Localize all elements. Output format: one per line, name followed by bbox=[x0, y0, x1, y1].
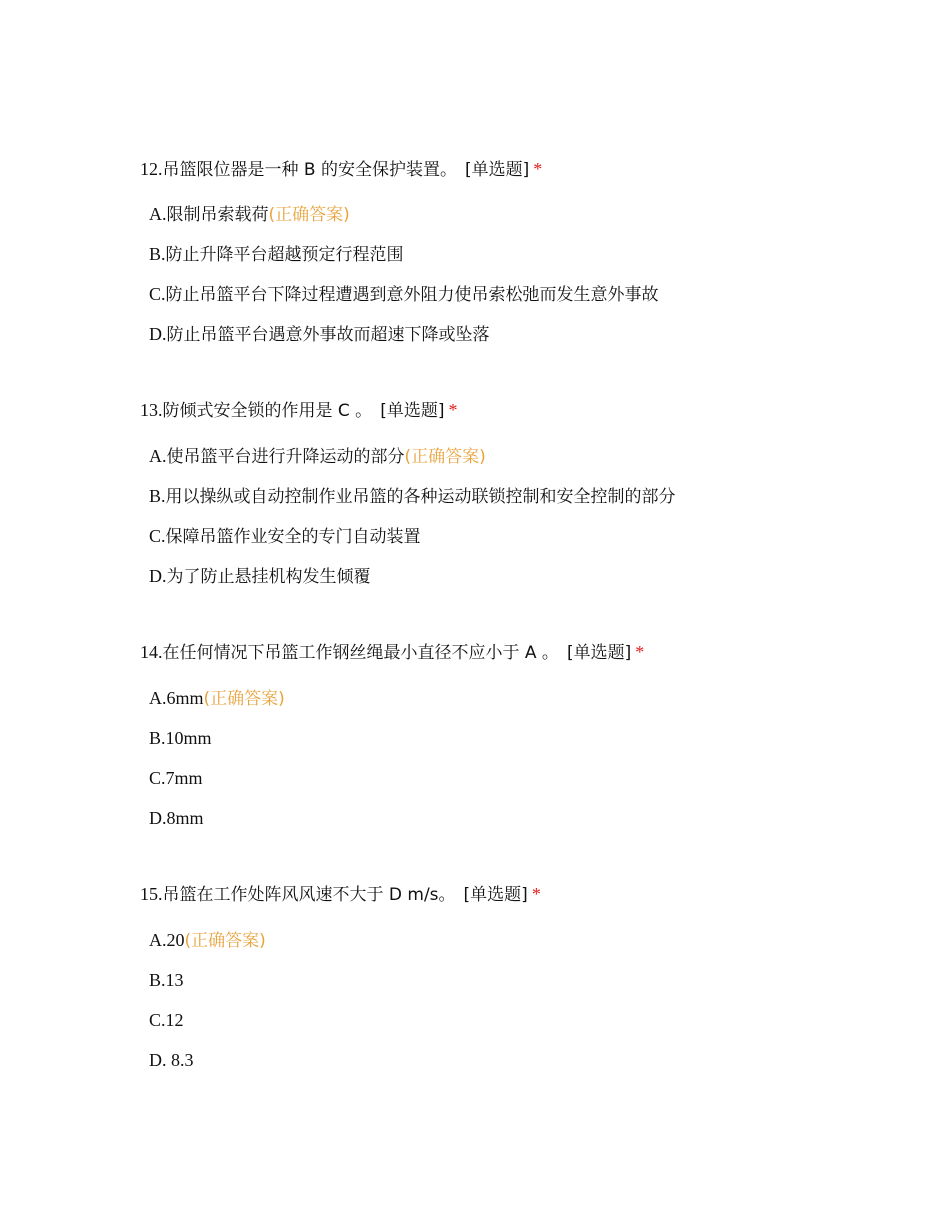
option-text: 7mm bbox=[165, 768, 203, 788]
option-d[interactable] bbox=[149, 565, 371, 588]
option-text: 限制吊索载荷 bbox=[166, 205, 269, 225]
option-label: C. bbox=[149, 526, 166, 546]
option-text: 为了防止悬挂机构发生倾覆 bbox=[166, 567, 371, 587]
correct-answer-tag: (正确答案) bbox=[404, 447, 486, 467]
question-number: 13. bbox=[140, 400, 163, 420]
option-text: 防止升降平台超越预定行程范围 bbox=[165, 245, 404, 265]
option-label: C. bbox=[149, 284, 166, 304]
option-text: 8mm bbox=[166, 808, 204, 828]
required-star: * bbox=[531, 884, 541, 904]
option-text: 防止吊篮平台遇意外事故而超速下降或坠落 bbox=[166, 325, 490, 345]
option-a[interactable] bbox=[149, 687, 285, 710]
option-label: C. bbox=[149, 768, 166, 788]
option-label: D. bbox=[149, 566, 167, 586]
question-type: [单选题] bbox=[566, 643, 632, 663]
correct-answer-tag: (正确答案) bbox=[203, 689, 285, 709]
option-label: D. bbox=[149, 324, 167, 344]
option-text: 8.3 bbox=[166, 1050, 194, 1070]
question-stem: 吊篮在工作处阵风风速不大于 D m/s。 bbox=[162, 885, 456, 905]
question-title bbox=[140, 158, 542, 181]
option-b[interactable] bbox=[149, 727, 212, 749]
option-text: 10mm bbox=[165, 728, 212, 748]
option-text: 13 bbox=[165, 970, 184, 990]
option-c[interactable] bbox=[149, 767, 203, 789]
option-c[interactable] bbox=[149, 525, 421, 548]
option-text: 6mm bbox=[166, 688, 204, 708]
required-star: * bbox=[635, 642, 645, 662]
required-star: * bbox=[448, 400, 458, 420]
required-star: * bbox=[533, 159, 543, 179]
option-a[interactable] bbox=[149, 203, 350, 226]
option-label: B. bbox=[149, 244, 166, 264]
question-number: 12. bbox=[140, 159, 163, 179]
option-c[interactable] bbox=[149, 283, 659, 306]
option-label: D. bbox=[149, 1050, 167, 1070]
option-label: D. bbox=[149, 808, 167, 828]
question-type: [单选题] bbox=[464, 160, 530, 180]
option-d[interactable] bbox=[149, 1049, 194, 1071]
question-title bbox=[140, 641, 644, 664]
option-b[interactable] bbox=[149, 485, 676, 508]
option-text: 20 bbox=[166, 930, 185, 950]
option-label: A. bbox=[149, 688, 167, 708]
option-text: 保障吊篮作业安全的专门自动装置 bbox=[165, 527, 421, 547]
question-title bbox=[140, 399, 457, 422]
option-d[interactable] bbox=[149, 323, 490, 346]
question-stem: 防倾式安全锁的作用是 C 。 bbox=[162, 401, 373, 421]
option-label: A. bbox=[149, 446, 167, 466]
option-label: B. bbox=[149, 728, 166, 748]
option-label: B. bbox=[149, 970, 166, 990]
question-number: 15. bbox=[140, 884, 163, 904]
question-type: [单选题] bbox=[380, 401, 445, 421]
option-c[interactable] bbox=[149, 1009, 184, 1031]
option-text: 使吊篮平台进行升降运动的部分 bbox=[166, 447, 405, 467]
option-text: 12 bbox=[165, 1010, 184, 1030]
option-label: A. bbox=[149, 204, 167, 224]
question-title bbox=[140, 883, 541, 906]
question-stem: 吊篮限位器是一种 B 的安全保护装置。 bbox=[162, 160, 457, 180]
question-stem: 在任何情况下吊篮工作钢丝绳最小直径不应小于 A 。 bbox=[162, 643, 559, 663]
correct-answer-tag: (正确答案) bbox=[184, 931, 266, 951]
question-type: [单选题] bbox=[463, 885, 528, 905]
option-text: 防止吊篮平台下降过程遭遇到意外阻力使吊索松弛而发生意外事故 bbox=[165, 285, 659, 305]
option-text: 用以操纵或自动控制作业吊篮的各种运动联锁控制和安全控制的部分 bbox=[165, 487, 676, 507]
correct-answer-tag: (正确答案) bbox=[268, 205, 350, 225]
question-number: 14. bbox=[140, 642, 163, 662]
option-d[interactable] bbox=[149, 807, 204, 829]
option-label: B. bbox=[149, 486, 166, 506]
option-label: C. bbox=[149, 1010, 166, 1030]
option-a[interactable] bbox=[149, 929, 266, 952]
option-a[interactable] bbox=[149, 445, 486, 468]
option-b[interactable] bbox=[149, 969, 184, 991]
option-label: A. bbox=[149, 930, 167, 950]
option-b[interactable] bbox=[149, 243, 404, 266]
